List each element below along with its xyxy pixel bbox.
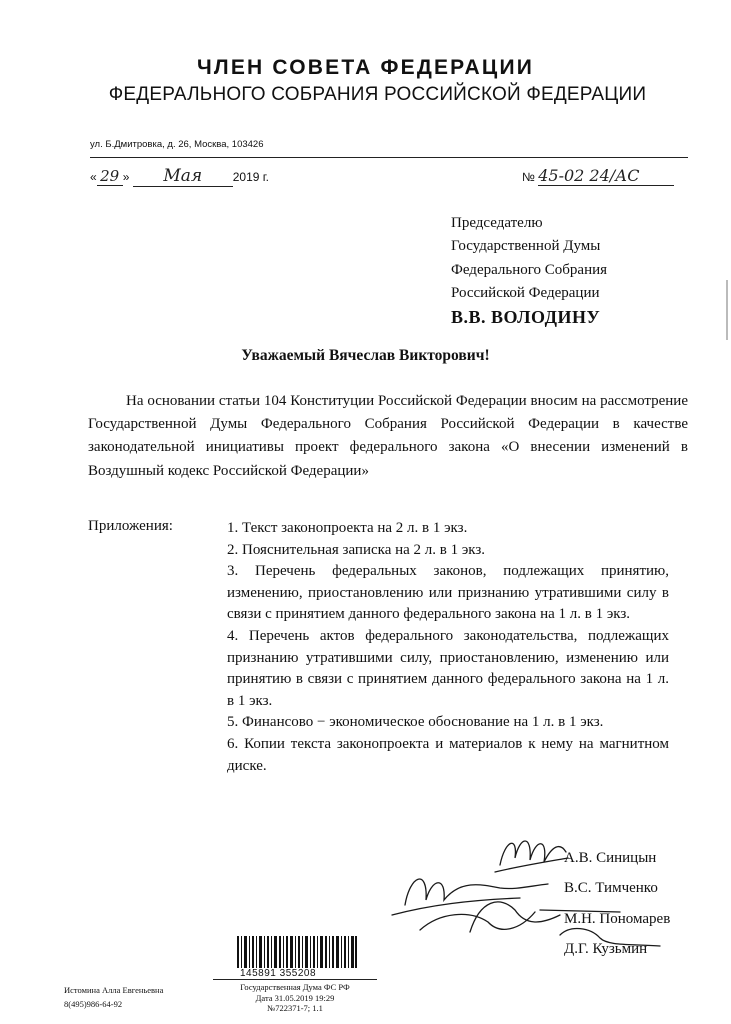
stamp-line: Дата 31.05.2019 19:29 (255, 992, 335, 1003)
page-title: ЧЛЕН СОВЕТА ФЕДЕРАЦИИ (196, 56, 535, 79)
executor-phone: 8(495)986-64-92 (64, 999, 123, 1009)
recipient-line: Федерального Собрания (451, 261, 608, 278)
sender-address: ул. Б.Дмитровка, д. 26, Москва, 103426 (90, 139, 264, 150)
number-value: 45-02 24/АС (538, 166, 674, 186)
recipient-line: Председателю (451, 215, 543, 231)
executor-name: Истомина Алла Евгеньевна (64, 985, 164, 995)
attachment-item: 3. Перечень федеральных законов, подлежащих принятию, изменению, приостановлению или признанию утратившими силу в связи с принятием данного федерального закона на 1 л. в 1 экз. (227, 563, 669, 623)
attachment-item: 5. Финансово − экономическое обоснование на 1 л. в 1 экз. (227, 714, 604, 731)
recipient-line: Государственной Думы (451, 238, 601, 255)
recipient-block (451, 212, 607, 329)
attachment-item: 2. Пояснительная записка на 2 л. в 1 экз. (227, 541, 486, 558)
date-close-quote: » (122, 170, 130, 184)
outgoing-number (522, 166, 674, 186)
barcode-number: 145891 355208 (240, 968, 317, 979)
date-year: 2019 г. (232, 170, 269, 184)
signer-name: Д.Г. Кузьмин (564, 940, 648, 957)
recipient-line: Российской Федерации (451, 285, 600, 302)
attachment-item: 6. Копии текста законопроекта и материалов к нему на магнитном диске. (227, 735, 669, 774)
attachments-label: Приложения: (88, 518, 173, 534)
signer-name: М.Н. Пономарев (564, 910, 671, 927)
executor-block (64, 983, 163, 1011)
recipient-name: В.В. ВОЛОДИНУ (451, 306, 601, 327)
letter-body (88, 390, 688, 483)
attachments-list (227, 518, 669, 777)
registration-barcode (237, 936, 357, 968)
date-month: Мая (133, 166, 233, 187)
signer-name: А.В. Синицын (564, 850, 657, 866)
signers-block (564, 843, 670, 964)
stamp-line: №722371-7; 1.1 (267, 1003, 323, 1013)
header-divider (90, 157, 688, 158)
salutation: Уважаемый Вячеслав Викторович! (241, 347, 490, 364)
scan-edge-mark (726, 280, 728, 340)
page-subtitle: ФЕДЕРАЛЬНОГО СОБРАНИЯ РОССИЙСКОЙ ФЕДЕРАЦИИ (108, 84, 647, 105)
attachment-item: 4. Перечень актов федерального законодательства, подлежащих признанию утратившими силу, приостановлению, изменению или принятию в связи с принятием данного федерального закона на 1 л. в 1 экз. (227, 627, 669, 709)
signer-name: В.С. Тимченко (564, 880, 658, 897)
body-text: На основании статьи 104 Конституции Российской Федерации вносим на рассмотрение Государственной Думы Федерального Собрания Российской Федерации в качестве законодательной инициативы проект федерального закона «О внесении изменений в Воздушный кодекс Российской Федерации» (88, 393, 688, 479)
stamp-line: Государственная Дума ФС РФ (240, 982, 350, 992)
number-sign: № (522, 170, 535, 184)
date-open-quote: « (90, 170, 97, 184)
date-line (90, 166, 269, 187)
date-day: 29 (97, 167, 123, 186)
attachment-item: 1. Текст законопроекта на 2 л. в 1 экз. (227, 520, 468, 536)
registration-stamp (213, 979, 377, 1014)
